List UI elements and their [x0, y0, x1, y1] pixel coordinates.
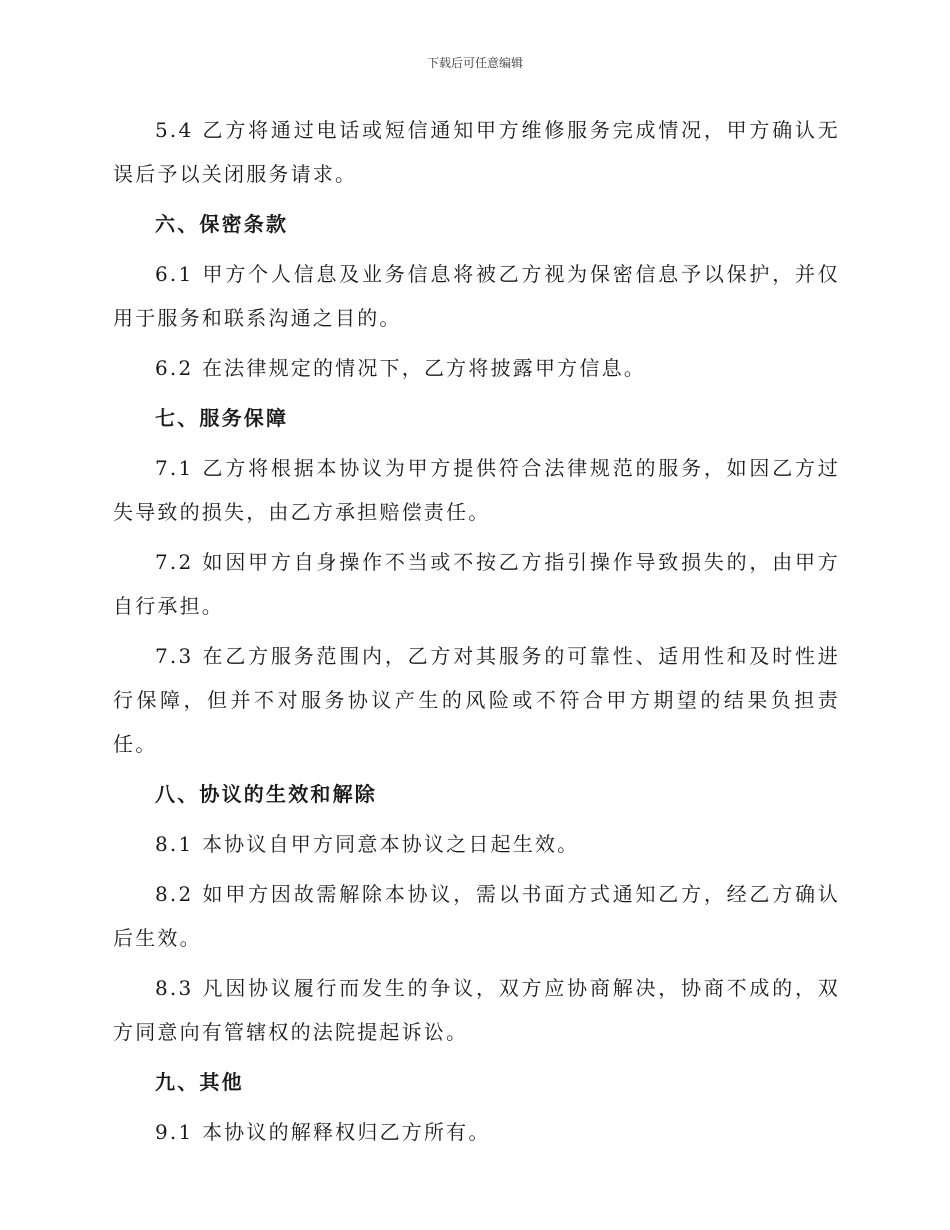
clause-5-4: 5.4 乙方将通过电话或短信通知甲方维修服务完成情况，甲方确认无误后予以关闭服务请求。	[113, 118, 840, 186]
section-heading-8: 八、协议的生效和解除	[155, 782, 377, 806]
header-note: 下载后可任意编辑	[426, 56, 523, 70]
section-heading-6: 六、保密条款	[155, 212, 289, 236]
section-heading-9: 九、其他	[155, 1070, 244, 1094]
clause-8-3: 8.3 凡因协议履行而发生的争议，双方应协商解决，协商不成的，双方同意向有管辖权的法院提起诉讼。	[113, 976, 840, 1044]
clause-7-3: 7.3 在乙方服务范围内，乙方对其服务的可靠性、适用性和及时性进行保障，但并不对服务协议产生的风险或不符合甲方期望的结果负担责任。	[113, 644, 840, 756]
clause-6-1: 6.1 甲方个人信息及业务信息将被乙方视为保密信息予以保护，并仅用于服务和联系沟通之目的。	[113, 262, 840, 330]
clause-7-2: 7.2 如因甲方自身操作不当或不按乙方指引操作导致损失的，由甲方自行承担。	[113, 550, 840, 618]
clause-9-1: 9.1 本协议的解释权归乙方所有。	[155, 1120, 491, 1144]
clause-8-1: 8.1 本协议自甲方同意本协议之日起生效。	[155, 832, 580, 856]
section-heading-7: 七、服务保障	[155, 406, 289, 430]
clause-6-2: 6.2 在法律规定的情况下，乙方将披露甲方信息。	[155, 356, 646, 380]
clause-7-1: 7.1 乙方将根据本协议为甲方提供符合法律规范的服务，如因乙方过失导致的损失，由乙方承担赔偿责任。	[113, 456, 840, 524]
document-body	[113, 108, 840, 1160]
clause-8-2: 8.2 如甲方因故需解除本协议，需以书面方式通知乙方，经乙方确认后生效。	[113, 882, 840, 950]
